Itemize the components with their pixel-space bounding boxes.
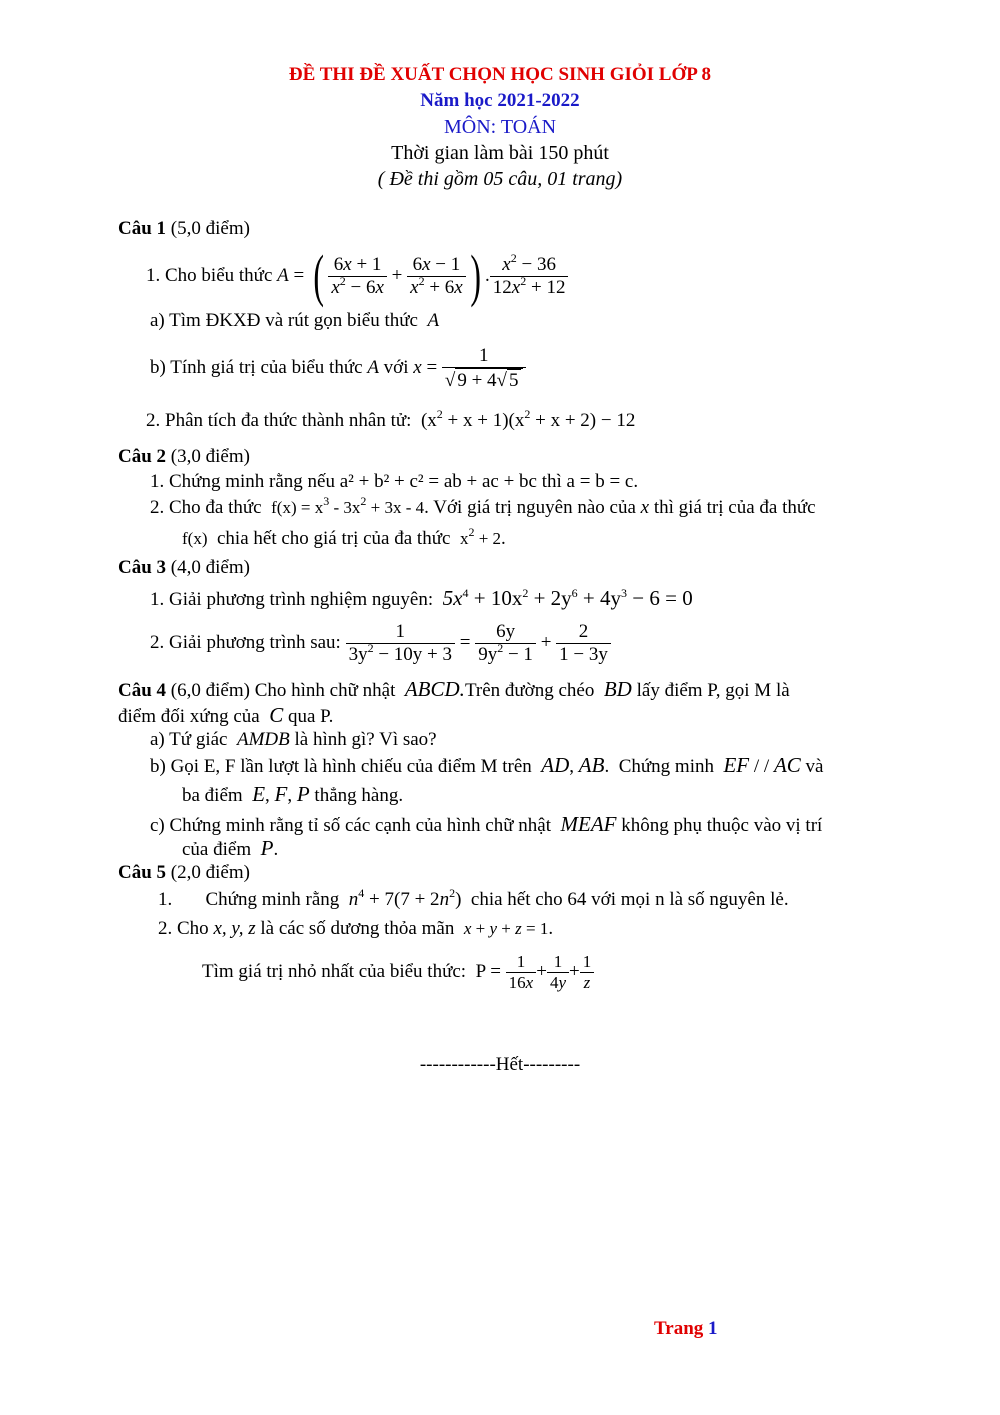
q5-part-1: 1. Chứng minh rằng $n^4 + 7(7 + 2n^2)$ chia hết cho 64 với mọi n là số nguyên lẻ. (158, 886, 789, 910)
q5-heading: Câu 5 (2,0 điểm) (118, 862, 250, 883)
q2-part-1: 1. Chứng minh rằng nếu a² + b² + c² = ab + ac + bc thì a = b = c. (150, 471, 639, 492)
q1-part-a: a) Tìm ĐKXĐ và rút gọn biểu thức A (150, 310, 440, 331)
school-year: Năm học 2021-2022 (420, 90, 580, 111)
time-limit: Thời gian làm bài 150 phút (391, 142, 609, 164)
q1-intro: 1. Cho biểu thức (146, 265, 273, 286)
fraction: $\frac{1}{4y}$ (547, 952, 569, 992)
q4-part-a: a) Tứ giác AMDB là hình gì? Vì sao? (150, 729, 437, 750)
q3-part-1: 1. Giải phương trình nghiệm nguyên: $5x^4 + 10x^2 + 2y^6 + 4y^3 - 6 = 0$ (150, 586, 693, 610)
q1-expression-row: 1. Cho biểu thức A = ( $\frac{6x + 1}{x^2 - 6x}$ + $\frac{6x - 1}{x^2 + 6x}$ ) . $\frac{x^2 - 36}{12x^2 + 12}$ (146, 244, 568, 308)
q4-intro-cont: điểm đối xứng của C qua P. (118, 703, 334, 727)
fraction: $\frac{6x - 1}{x^2 + 6x}$ (407, 254, 466, 299)
end-marker: ------------Hết--------- (419, 1054, 581, 1075)
q2-part-2-cont: f(x) chia hết cho giá trị của đa thức $x^2 + 2$. (182, 525, 506, 549)
fraction: $\frac{1}{16x}$ (506, 952, 537, 992)
q3-heading: Câu 3 (4,0 điểm) (118, 557, 250, 578)
q3-part-2: 2. Giải phương trình sau: $\frac{1}{3y^2 - 10y + 3}$ = $\frac{6y}{9y^2 - 1}$ + $\frac{2}{1 - 3y}$ (150, 612, 611, 674)
fraction: $\frac{6x + 1}{x^2 - 6x}$ (328, 254, 387, 299)
q4-part-c: c) Chứng minh rằng tỉ số các cạnh của hình chữ nhật MEAF không phụ thuộc vào vị trí (150, 812, 823, 836)
q1-part-2: 2. Phân tích đa thức thành nhân tử: $(x^2 + x + 1)(x^2 + x + 2) - 12$ (146, 407, 636, 431)
q2-heading: Câu 2 (3,0 điểm) (118, 446, 250, 467)
q1-heading: Câu 1 (5,0 điểm) (118, 218, 250, 239)
page-number: Trang 1 (654, 1318, 718, 1339)
q5-part-2: 2. Cho x, y, z là các số dương thỏa mãn x + y + z = 1. (158, 918, 554, 939)
q5-part-2-cont: Tìm giá trị nhỏ nhất của biểu thức: P = $\frac{1}{16x}$ + $\frac{1}{4y}$ + $\frac{1}{z}$ (202, 944, 594, 1000)
fraction: $\frac{x^2 - 36}{12x^2 + 12}$ (490, 254, 569, 299)
fraction: $\frac{6y}{9y^2 - 1}$ (475, 621, 536, 666)
q4-part-b: b) Gọi E, F lần lượt là hình chiếu của điểm M trên AD, AB. Chứng minh EF / / AC và (150, 753, 824, 777)
q4-part-c-cont: của điểm P. (182, 836, 279, 860)
fraction: $\frac{1}{√ 9 + 4√ 5}$ (442, 345, 526, 392)
exam-title: ĐỀ THI ĐỀ XUẤT CHỌN HỌC SINH GIỎI LỚP 8 (288, 64, 712, 85)
fraction: $\frac{1}{3y^2 - 10y + 3}$ (346, 621, 455, 666)
fraction: $\frac{1}{z}$ (580, 952, 595, 992)
q1-part-b: b) Tính giá trị của biểu thức A với x = $\frac{1}{√ 9 + 4√ 5}$ (150, 336, 526, 400)
fraction: $\frac{2}{1 - 3y}$ (556, 621, 611, 666)
q4-intro: Câu 4 (6,0 điểm) Cho hình chữ nhật ABCD.Trên đường chéo BD lấy điểm P, gọi M là (118, 677, 790, 701)
q2-part-2: 2. Cho đa thức $f(x) = x^3 - 3x^2 + 3x - 4$. Với giá trị nguyên nào của x thì giá trị của đa thức (150, 494, 816, 518)
exam-note: ( Đề thi gồm 05 câu, 01 trang) (377, 168, 623, 190)
subject: MÔN: TOÁN (443, 116, 557, 138)
q4-part-b-cont: ba điểm E, F, P thẳng hàng. (182, 782, 404, 806)
